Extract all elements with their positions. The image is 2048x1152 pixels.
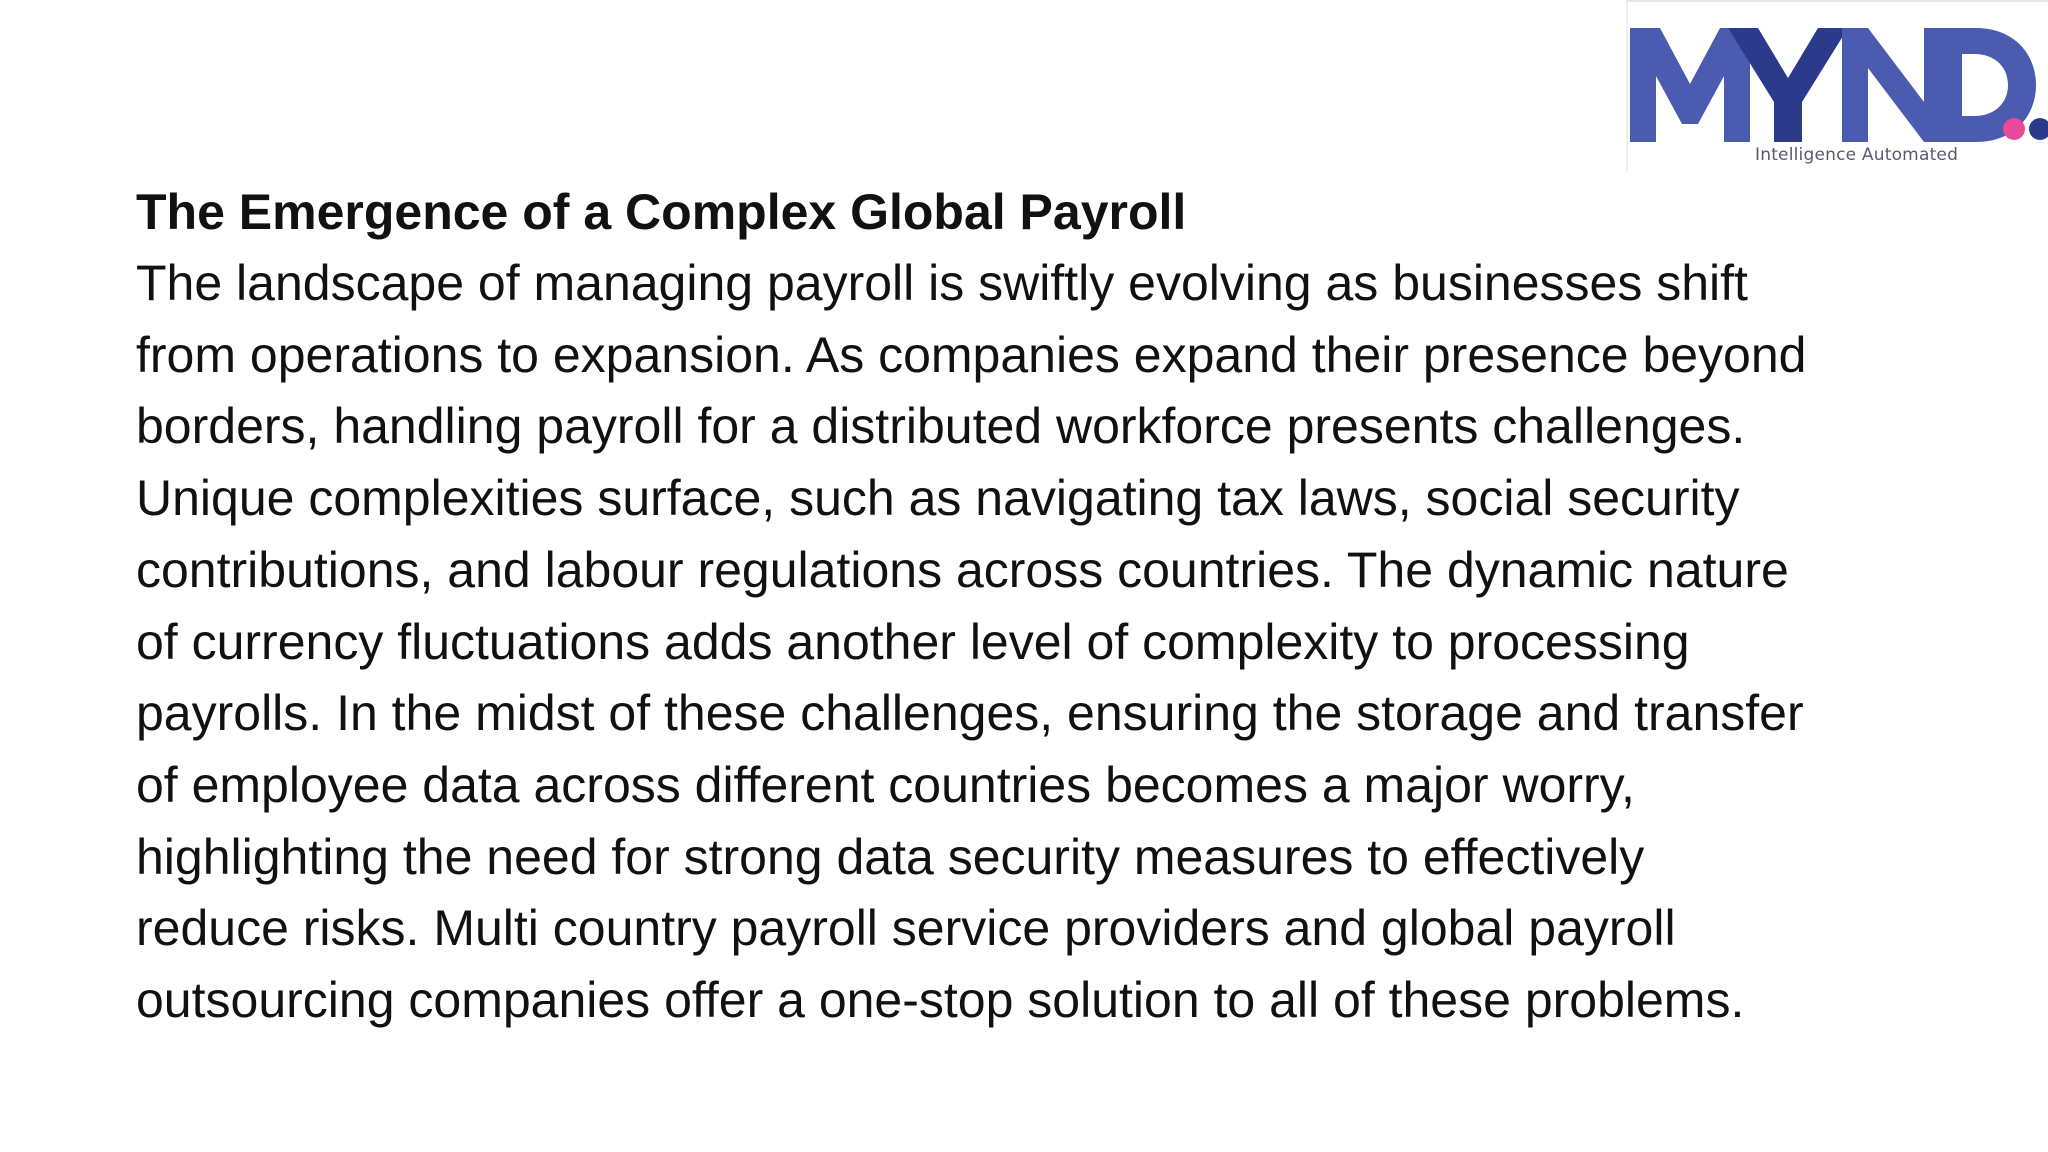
body-line: reduce risks. Multi country payroll service providers and global payroll xyxy=(136,900,1676,957)
logo-tagline: Intelligence Automated xyxy=(1755,145,1959,165)
pink-dot-icon xyxy=(2003,118,2025,140)
mynd-logo-mark xyxy=(1628,2,2048,152)
body-line: highlighting the need for strong data security measures to effectively xyxy=(136,828,1645,885)
body-line: contributions, and labour regulations across countries. The dynamic nature xyxy=(136,541,1789,598)
text-content xyxy=(136,176,1986,1037)
body-line: payrolls. In the midst of these challenges, ensuring the storage and transfer xyxy=(136,685,1804,742)
body-line: of employee data across different countries becomes a major worry, xyxy=(136,756,1635,813)
body-line: of currency fluctuations adds another level of complexity to processing xyxy=(136,613,1690,670)
body-line: from operations to expansion. As companies expand their presence beyond xyxy=(136,326,1807,383)
body-line: The landscape of managing payroll is swiftly evolving as businesses shift xyxy=(136,255,1748,311)
body-line: borders, handling payroll for a distributed workforce presents challenges. xyxy=(136,398,1746,455)
body-line: Unique complexities surface, such as navigating tax laws, social security xyxy=(136,470,1740,527)
body-paragraph xyxy=(136,248,1986,1037)
slide-heading: The Emergence of a Complex Global Payroll xyxy=(136,184,1187,240)
body-line: outsourcing companies offer a one-stop solution to all of these problems. xyxy=(136,972,1745,1029)
mynd-logo xyxy=(1626,0,2048,172)
navy-dot-icon xyxy=(2029,118,2048,140)
